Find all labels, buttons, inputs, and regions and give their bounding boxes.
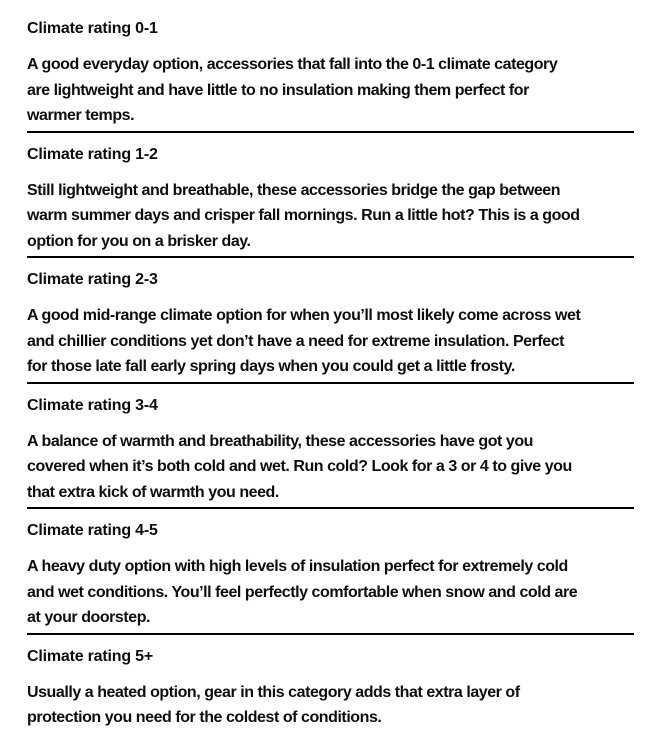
body-line: and chillier conditions yet don’t have a need for extreme insulation. Perfect bbox=[27, 332, 565, 350]
section-body bbox=[27, 429, 634, 506]
body-line: option for you on a brisker day. bbox=[27, 232, 251, 250]
section-heading: Climate rating 2-3 bbox=[27, 271, 158, 288]
body-line: A balance of warmth and breathability, these accessories have got you bbox=[27, 432, 534, 450]
section-heading: Climate rating 3-4 bbox=[27, 396, 158, 414]
body-line: protection you need for the coldest of conditions. bbox=[27, 709, 382, 726]
section-body bbox=[27, 178, 634, 255]
body-line: and wet conditions. You’ll feel perfectly comfortable when snow and cold are bbox=[27, 583, 578, 601]
section-heading: Climate rating 4-5 bbox=[27, 522, 158, 539]
section-divider bbox=[27, 507, 634, 509]
climate-section-4-5 bbox=[27, 521, 634, 635]
body-line: at your doorstep. bbox=[27, 609, 151, 626]
section-divider bbox=[27, 633, 634, 635]
body-line: A good everyday option, accessories that fall into the 0-1 climate category bbox=[27, 56, 558, 73]
body-line: for those late fall early spring days when you could get a little frosty. bbox=[27, 358, 515, 375]
section-body bbox=[27, 52, 634, 129]
section-heading: Climate rating 0-1 bbox=[27, 20, 158, 37]
section-divider bbox=[27, 131, 634, 133]
climate-section-1-2 bbox=[27, 145, 634, 259]
climate-section-0-1 bbox=[27, 19, 634, 133]
body-line: A good mid-range climate option for when you’ll most likely come across wet bbox=[27, 307, 581, 324]
body-line: warm summer days and crisper fall mornings. Run a little hot? This is a good bbox=[27, 207, 580, 224]
body-line: A heavy duty option with high levels of insulation perfect for extremely cold bbox=[27, 558, 568, 575]
section-body bbox=[27, 680, 634, 731]
section-body bbox=[27, 554, 634, 631]
climate-section-3-4 bbox=[27, 396, 634, 510]
section-heading: Climate rating 5+ bbox=[27, 647, 153, 665]
body-line: warmer temps. bbox=[27, 107, 135, 124]
climate-section-2-3 bbox=[27, 270, 634, 384]
body-line: that extra kick of warmth you need. bbox=[27, 483, 279, 501]
section-divider bbox=[27, 382, 634, 384]
body-line: covered when it’s both cold and wet. Run cold? Look for a 3 or 4 to give you bbox=[27, 458, 572, 475]
body-line: Usually a heated option, gear in this category adds that extra layer of bbox=[27, 683, 520, 701]
climate-section-5-plus bbox=[27, 647, 634, 731]
body-line: Still lightweight and breathable, these accessories bridge the gap between bbox=[27, 181, 561, 199]
section-body bbox=[27, 303, 634, 380]
section-divider bbox=[27, 256, 634, 258]
section-heading: Climate rating 1-2 bbox=[27, 145, 158, 163]
body-line: are lightweight and have little to no insulation making them perfect for bbox=[27, 81, 529, 99]
